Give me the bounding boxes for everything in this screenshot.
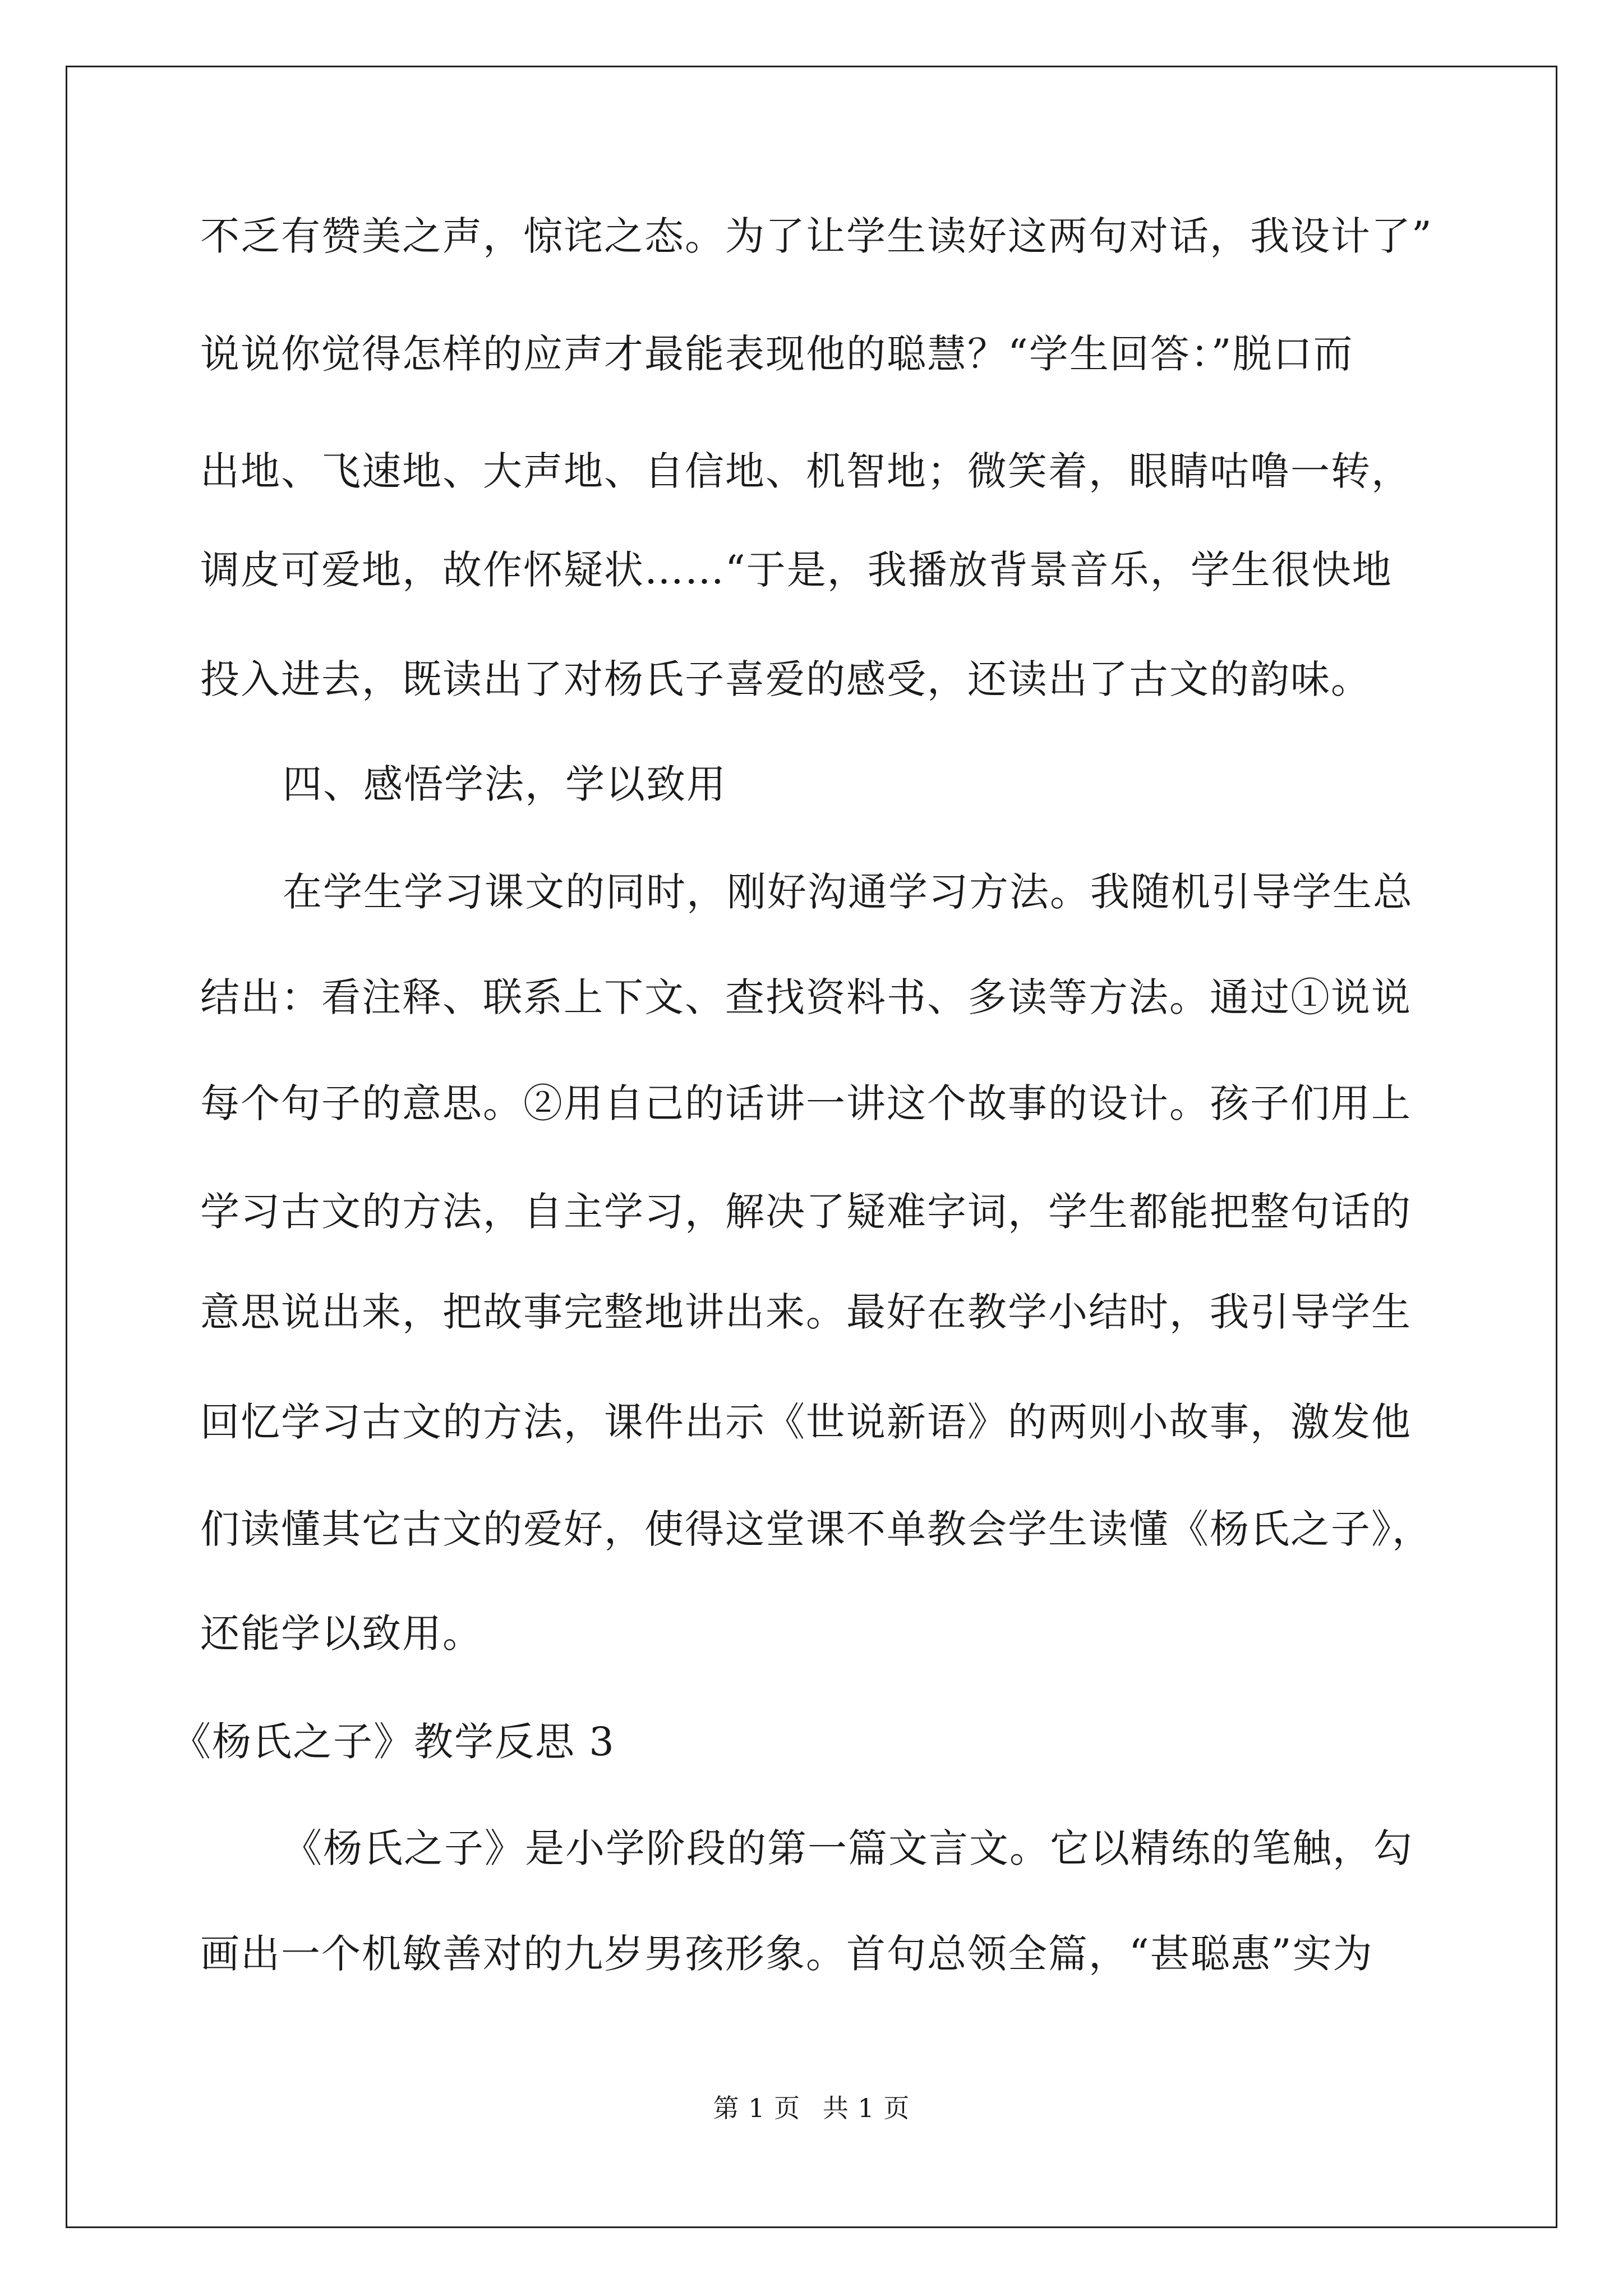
body-line-9: 每个句子的意思。②用自己的话讲一讲这个故事的设计。孩子们用上 [200,1080,1412,1126]
body-line-13: 们读懂其它古文的爱好，使得这堂课不单教会学生读懂《杨氏之子》， [200,1506,1432,1552]
article-title: 《杨氏之子》教学反思 3 [172,1719,615,1765]
body-line-17: 画出一个机敏善对的九岁男孩形象。首句总领全篇，“甚聪惠”实为 [200,1931,1373,1977]
body-line-16: 《杨氏之子》是小学阶段的第一篇文言文。它以精练的笔触，勾 [283,1825,1413,1871]
body-line-14: 还能学以致用。 [200,1611,483,1657]
body-line-2: 说说你觉得怎样的应声才最能表现他的聪慧？“学生回答：”脱口而 [200,331,1354,377]
body-line-8: 结出：看注释、联系上下文、查找资料书、多读等方法。通过①说说 [200,974,1412,1020]
section-heading-4: 四、感悟学法，学以致用 [283,761,727,807]
body-line-3: 出地、飞速地、大声地、自信地、机智地；微笑着，眼睛咕噜一转， [200,448,1412,494]
page-number: 第 1 页 [713,2093,801,2123]
body-line-12: 回忆学习古文的方法，课件出示《世说新语》的两则小故事，激发他 [200,1399,1412,1445]
page-total: 共 1 页 [822,2093,910,2123]
body-line-5: 投入进去，既读出了对杨氏子喜爱的感受，还读出了古文的韵味。 [200,656,1371,702]
body-line-11: 意思说出来，把故事完整地讲出来。最好在教学小结时，我引导学生 [200,1289,1412,1335]
body-line-1: 不乏有赞美之声，惊诧之态。为了让学生读好这两句对话，我设计了” [200,213,1433,259]
body-line-7: 在学生学习课文的同时，刚好沟通学习方法。我随机引导学生总 [283,869,1413,915]
page-footer [0,2091,1623,2125]
body-line-4: 调皮可爱地，故作怀疑状……“于是，我播放背景音乐，学生很快地 [200,547,1393,593]
page-border [66,66,1557,2228]
body-line-10: 学习古文的方法，自主学习，解决了疑难字词，学生都能把整句话的 [200,1189,1412,1235]
